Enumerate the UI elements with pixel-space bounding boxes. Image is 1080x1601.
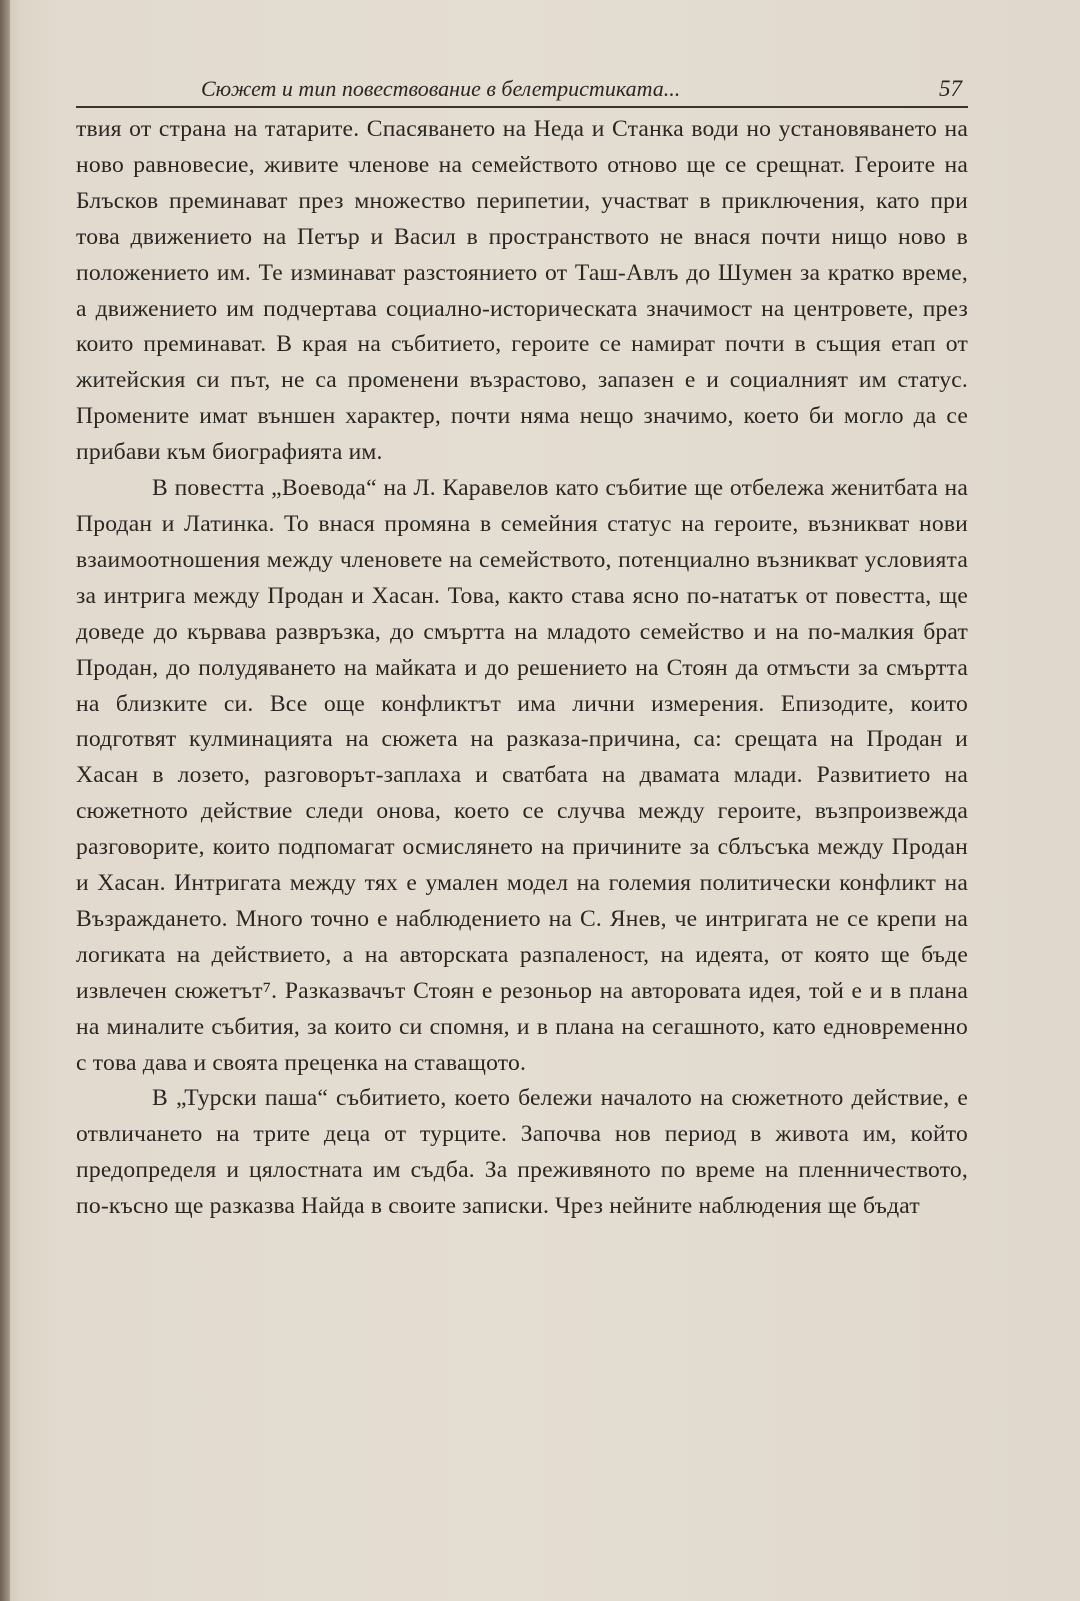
paragraph: В „Турски паша“ събитието, което бележи началото на сюжетното действие, е отвличането на трите деца от турците. Започва нов период в живота им, който предопределя и цялостната им съдба. За преживяното по време на пленничеството, по-късно ще разказва Найда в своите записки. Чрез нейните наблюдения ще бъдат <box>76 1085 968 1220</box>
paragraph: твия от страна на татарите. Спасяването на Неда и Станка води но установяването на ново равновесие, живите членове на семейството отново ще се срещнат. Героите на Блъсков преминават през множество перипетии, участват в приключения, като при това движението на Петър и Васил в пространството не внася почти нищо ново в положението им. Те изминават разстоянието от Таш-Авлъ до Шумен за кратко време, а движението им подчертава социално-историческата значимост на центровете, през които преминават. В края на събитието, героите се намират почти в същия етап от житейския си път, не са променени възрастово, запазен е и социалният им статус. Промените имат външен характер, почти няма нещо значимо, което би могло да се прибави към биографията им. <box>76 116 968 466</box>
book-spine-shadow <box>0 0 10 1601</box>
header-rule <box>76 106 968 108</box>
running-header-title: Сюжет и тип повествование в белетристиката... <box>201 76 681 101</box>
paragraph: В повестта „Воевода“ на Л. Каравелов като събитие ще отбележа женитбата на Продан и Латинка. То внася промяна в семейния статус на героите, възникват нови взаимоотношения между членовете на семейството, потенциално възникват условията за интрига между Продан и Хасан. Това, както става ясно по-нататък от повестта, ще доведе до кървава развръзка, до смъртта на младото семейство и на по-малкия брат Продан, до полудяването на майката и до решението на Стоян да отмъсти за смъртта на близките си. Все още конфликтът има лични измерения. Епизодите, които подготвят кулминацията на сюжета на разказа-причина, са: срещата на Продан и Хасан в лозето, разговорът-заплаха и сватбата на двамата млади. Развитието на сюжетното действие следи онова, което се случва между героите, възпроизвежда разговорите, които подпомагат осмислянето на причините за сблъсъка между Продан и Хасан. Интригата между тях е умален модел на големия политически конфликт на Възраждането. Много точно е наблюдението на С. Янев, че интригата не се крепи на логиката на действието, а на авторската разпаленост, на идеята, от която ще бъде извлечен сюжетът⁷. Разказвачът Стоян е резоньор на авторовата идея, той е и в плана на миналите събития, за които си спомня, и в плана на сегашното, като едновременно с това дава и своята преценка на ставащото. <box>76 475 968 1076</box>
body-text <box>76 112 968 1225</box>
running-header <box>76 76 968 106</box>
page-number: 57 <box>939 76 962 101</box>
